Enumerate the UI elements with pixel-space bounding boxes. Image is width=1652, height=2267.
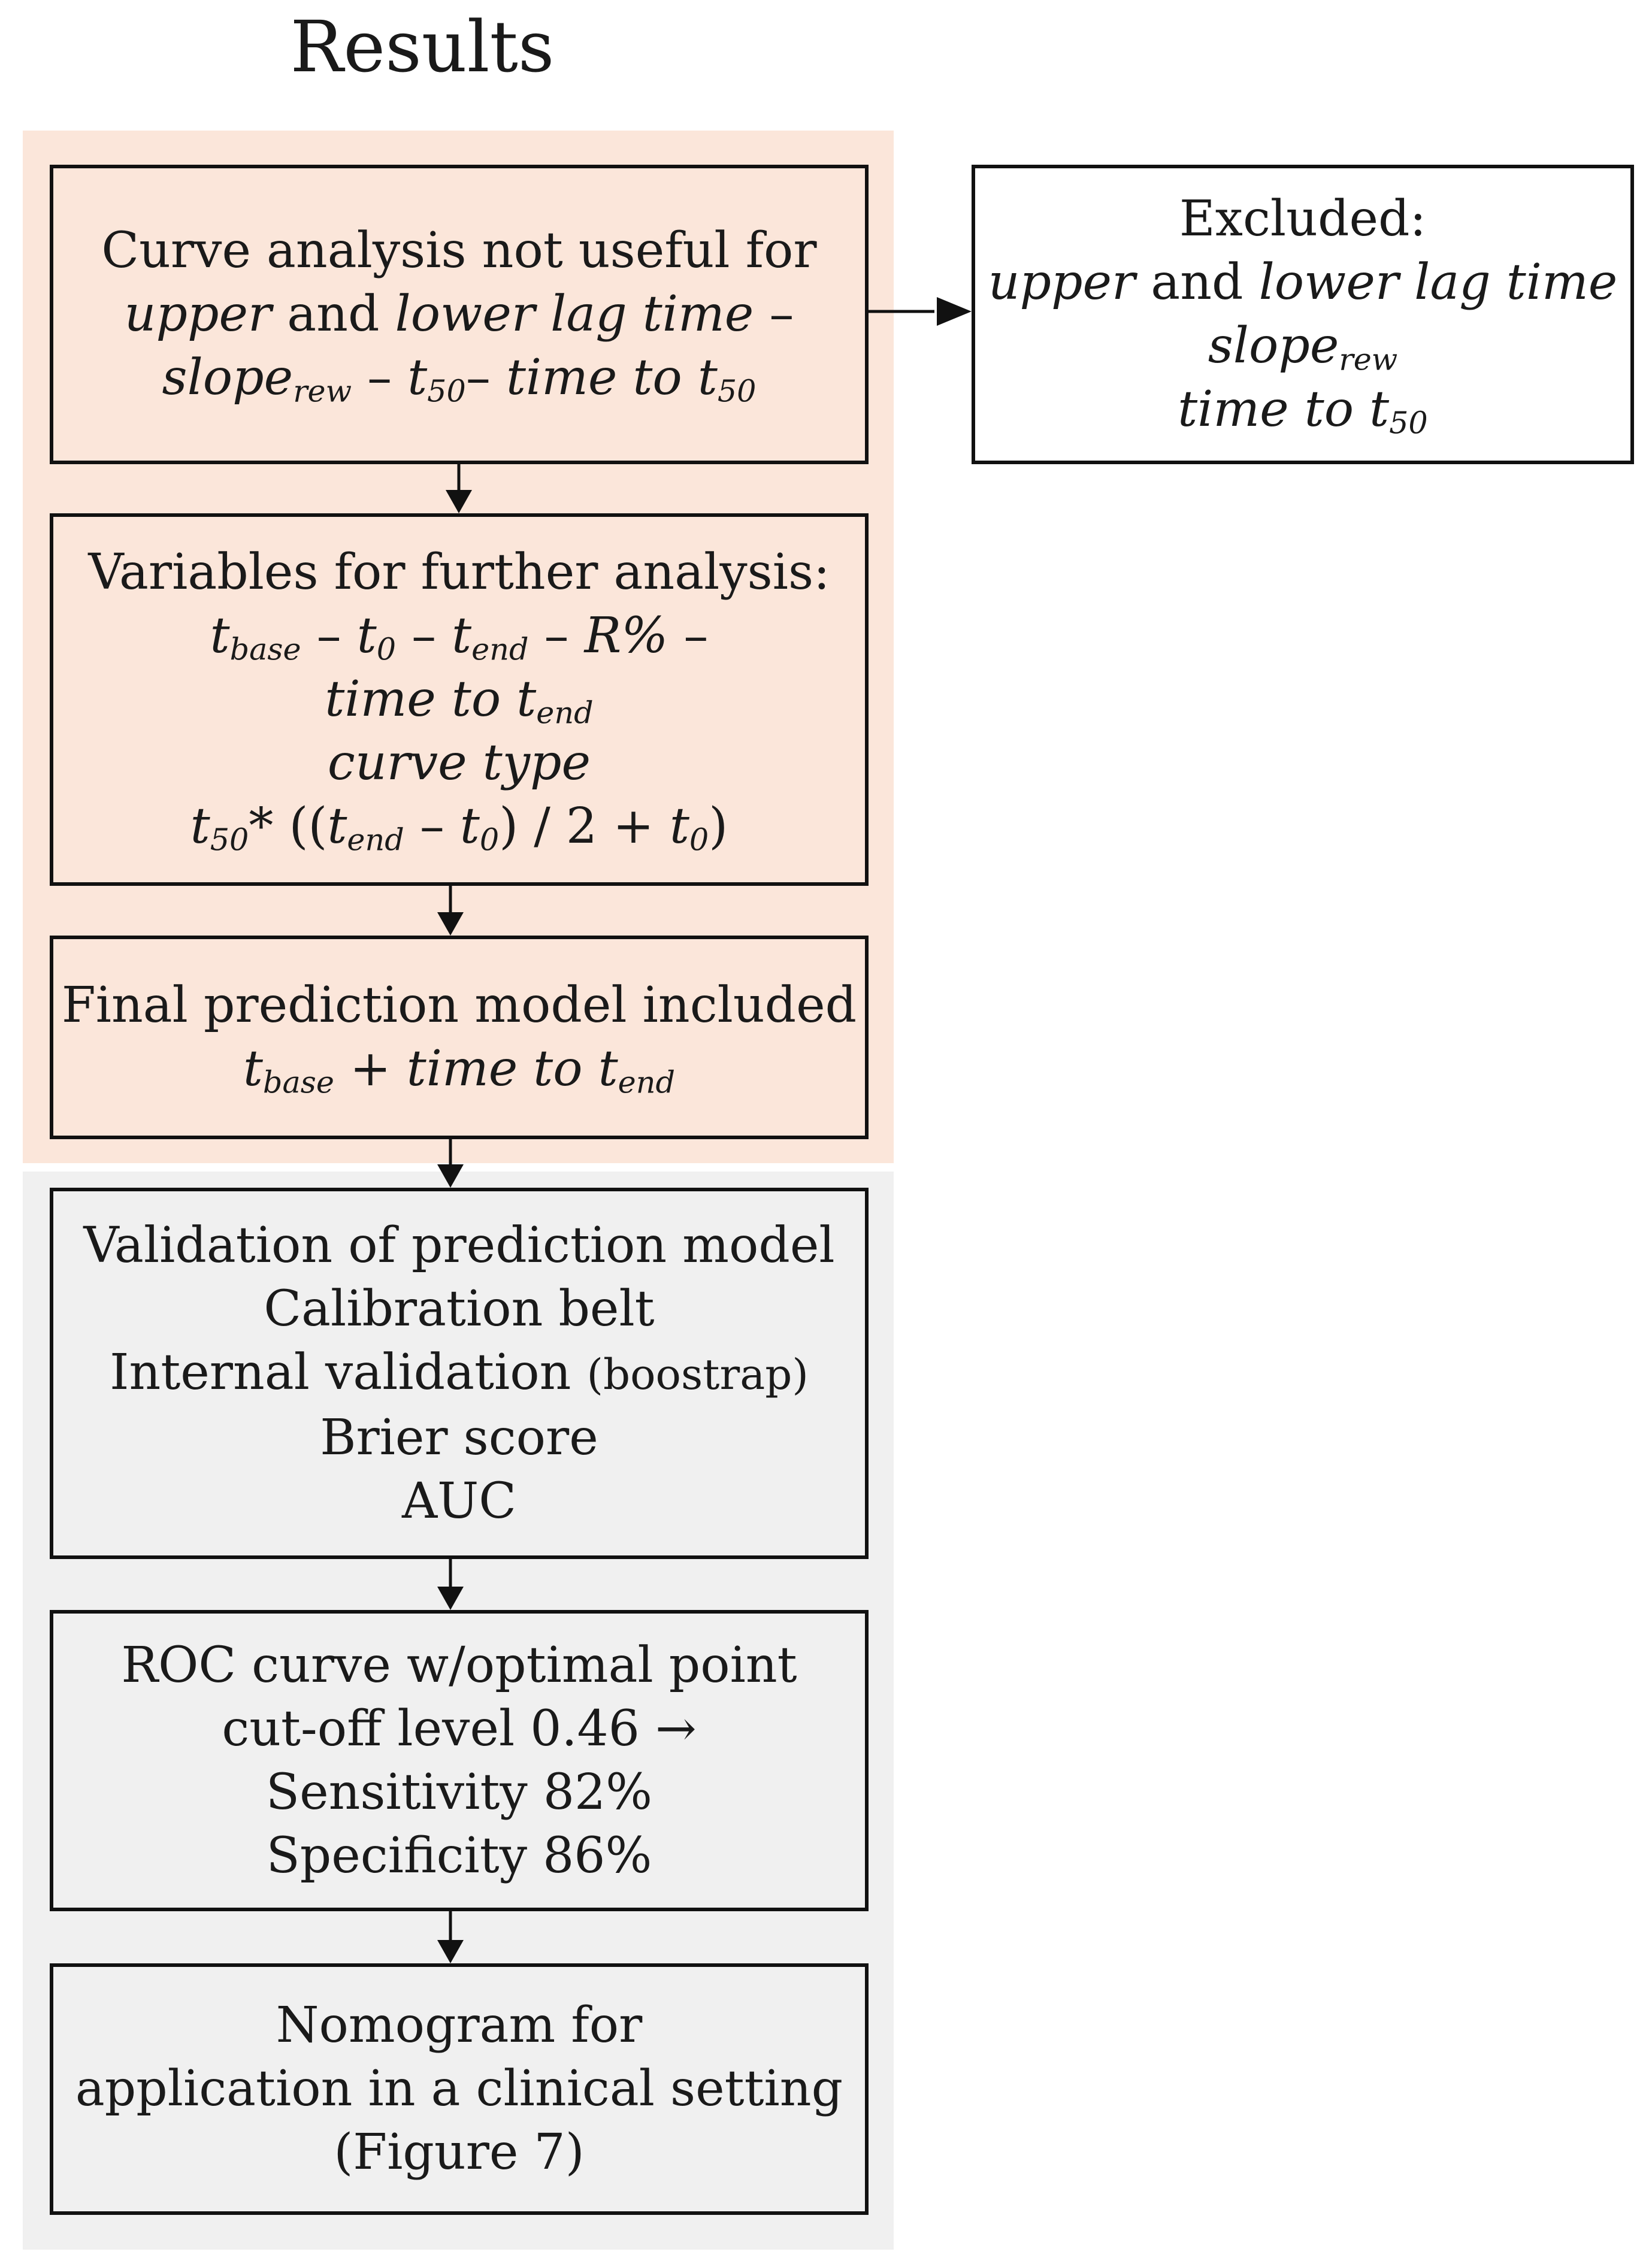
- 0-subscript: 0: [479, 822, 500, 858]
- slope-term: slope: [1208, 317, 1339, 374]
- nomogram-line-1: Nomogram for: [276, 1997, 643, 2054]
- t-term: t: [356, 607, 377, 664]
- base-subscript: base: [262, 1064, 334, 1100]
- time-to-t-term: time to t: [506, 349, 718, 406]
- end-subscript: end: [536, 695, 594, 731]
- curve-analysis-line-2: [125, 283, 794, 346]
- roc-line-2: [222, 1697, 696, 1761]
- excluded-line-4: [1178, 378, 1428, 441]
- t-term: t: [190, 798, 210, 855]
- variables-line-5: [190, 795, 728, 858]
- rew-subscript: rew: [1339, 341, 1398, 377]
- roc-line-4: Specificity 86%: [266, 1827, 652, 1884]
- curve-analysis-box: [50, 165, 869, 464]
- dash-separator: –: [352, 349, 408, 406]
- variables-line-3: [325, 668, 593, 731]
- 0-subscript: 0: [689, 822, 709, 858]
- t-term: t: [669, 798, 689, 855]
- final-model-line-1: Final prediction model included: [61, 977, 857, 1034]
- time-to-t-term: time to t: [325, 671, 537, 728]
- page-title: Results: [290, 5, 555, 88]
- validation-line-2: Calibration belt: [264, 1280, 655, 1337]
- dash-separator: –: [301, 607, 357, 664]
- validation-line-5: AUC: [401, 1472, 517, 1530]
- lower-lag-time-term: lower lag time: [1258, 254, 1618, 311]
- validation-line-3: [110, 1341, 809, 1406]
- 0-subscript: 0: [376, 631, 397, 667]
- t-term: t: [243, 1040, 263, 1097]
- internal-validation-text: Internal validation: [110, 1343, 587, 1401]
- final-model-box: [50, 936, 869, 1139]
- validation-box: [50, 1188, 869, 1559]
- t-term: t: [327, 798, 347, 855]
- excluded-line-2: [988, 251, 1618, 314]
- nomogram-line-2: application in a clinical setting: [75, 2060, 843, 2117]
- upper-term: upper: [124, 286, 272, 343]
- formula-part: * ((: [249, 798, 328, 855]
- end-subscript: end: [618, 1064, 676, 1100]
- excluded-line-1: Excluded:: [1179, 190, 1427, 247]
- and-word: and: [1135, 254, 1259, 311]
- and-word: and: [271, 286, 395, 343]
- curve-type-term: curve type: [327, 734, 591, 791]
- curve-analysis-line-3: [162, 346, 756, 410]
- upper-term: upper: [988, 254, 1136, 311]
- curve-analysis-line-1: Curve analysis not useful for: [101, 222, 817, 279]
- variables-line-1: Variables for further analysis:: [88, 544, 830, 601]
- 50-subscript: 50: [1389, 405, 1428, 441]
- cutoff-text: cut-off level 0.46: [222, 1700, 655, 1757]
- formula-part: ): [709, 798, 728, 855]
- time-to-t-term: time to t: [1178, 381, 1390, 438]
- final-model-line-2: [243, 1037, 675, 1101]
- end-subscript: end: [347, 822, 404, 858]
- slope-term: slope: [162, 349, 294, 406]
- bootstrap-note: (boostrap): [586, 1349, 809, 1399]
- 50-subscript: 50: [210, 822, 249, 858]
- roc-line-1: ROC curve w/optimal point: [121, 1636, 797, 1694]
- 50-subscript: 50: [717, 373, 757, 409]
- roc-box: [50, 1610, 869, 1911]
- formula-part: ) / 2 +: [499, 798, 670, 855]
- t-term: t: [210, 607, 230, 664]
- dash-separator: –: [754, 286, 794, 343]
- t-term: t: [452, 607, 472, 664]
- 50-subscript: 50: [427, 373, 466, 409]
- rew-subscript: rew: [293, 373, 352, 409]
- variables-line-2: [210, 604, 709, 668]
- roc-line-3: Sensitivity 82%: [265, 1763, 653, 1821]
- time-to-t-term: time to t: [406, 1040, 618, 1097]
- validation-line-1: Validation of prediction model: [83, 1216, 835, 1274]
- dash-separator: –: [528, 607, 585, 664]
- nomogram-line-3: (Figure 7): [334, 2124, 585, 2181]
- dash-separator: –: [668, 607, 709, 664]
- variables-line-4: [328, 731, 591, 795]
- excluded-line-3: [1208, 314, 1398, 378]
- base-subscript: base: [229, 631, 301, 667]
- formula-part: –: [404, 798, 460, 855]
- end-subscript: end: [471, 631, 529, 667]
- arrowhead-excluded: [937, 297, 972, 326]
- nomogram-box: [50, 1963, 869, 2215]
- dash-separator: –: [396, 607, 452, 664]
- plus-sign: +: [334, 1040, 407, 1097]
- dash-separator: –: [465, 349, 506, 406]
- validation-line-4: Brier score: [320, 1409, 598, 1466]
- t-term: t: [407, 349, 428, 406]
- lower-lag-time-term: lower lag time: [395, 286, 754, 343]
- right-arrow-icon: →: [655, 1700, 697, 1757]
- r-percent-term: R%: [584, 607, 668, 664]
- variables-box: [50, 513, 869, 886]
- t-term: t: [459, 798, 480, 855]
- excluded-box: [972, 165, 1634, 464]
